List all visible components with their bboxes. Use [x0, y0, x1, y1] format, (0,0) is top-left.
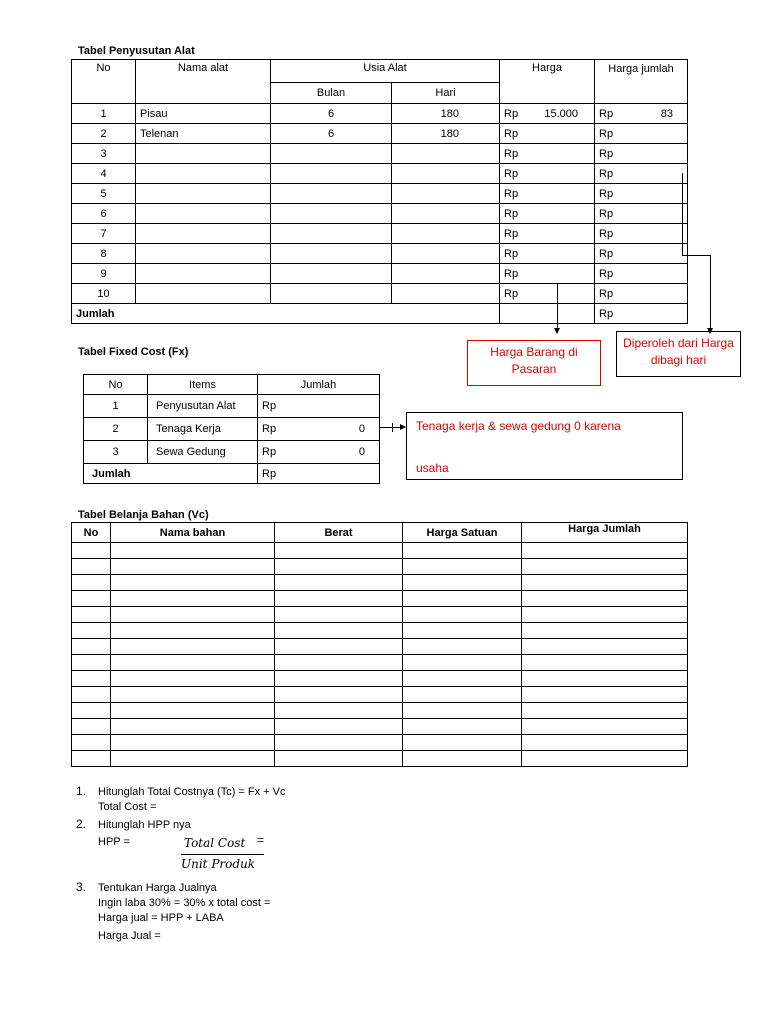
- bahan-cell: [111, 607, 275, 623]
- fixed-total-label: Jumlah: [84, 464, 258, 484]
- rp-label: Rp: [262, 400, 277, 412]
- bahan-cell: [522, 687, 688, 703]
- table-row: [72, 623, 688, 639]
- q1-text: Hitunglah Total Costnya (Tc) = Fx + Vc: [98, 786, 286, 798]
- alat-harga-value: [578, 188, 590, 200]
- alat-total-harga: [500, 304, 595, 324]
- fixed-table-title: Tabel Fixed Cost (Fx): [78, 346, 189, 358]
- alat-header-usia: Usia Alat: [271, 60, 500, 83]
- bahan-cell: [403, 639, 522, 655]
- bahan-cell: [275, 639, 403, 655]
- bahan-cell: [403, 543, 522, 559]
- bahan-cell: [522, 543, 688, 559]
- alat-cell-jumlah: [595, 264, 688, 284]
- table-row: [72, 751, 688, 767]
- bahan-cell: [275, 751, 403, 767]
- fixed-cell-no: 1: [84, 395, 148, 418]
- bahan-cell: [403, 671, 522, 687]
- bahan-cell: [275, 735, 403, 751]
- table-row: [72, 244, 688, 264]
- rp-label: Rp: [599, 247, 614, 260]
- alat-cell-jumlah: [595, 244, 688, 264]
- table-row: [72, 671, 688, 687]
- alat-harga-value: [578, 168, 590, 180]
- arrow-line-jumlah-v1: [682, 173, 683, 256]
- bahan-cell: [111, 639, 275, 655]
- rp-label: Rp: [599, 127, 614, 140]
- alat-cell-harga: [500, 224, 595, 244]
- note-harga-barang-text: Harga Barang di Pasaran: [490, 345, 578, 376]
- alat-cell-hari: [392, 244, 500, 264]
- alat-header-bulan: Bulan: [271, 83, 392, 104]
- fixed-table: [83, 374, 380, 484]
- alat-cell-jumlah: [595, 164, 688, 184]
- bahan-cell: [72, 543, 111, 559]
- table-row: [72, 144, 688, 164]
- bahan-cell: [275, 607, 403, 623]
- bahan-cell: [522, 559, 688, 575]
- alat-cell-bulan: [271, 244, 392, 264]
- bahan-cell: [403, 687, 522, 703]
- fixed-cell-item: Tenaga Kerja: [148, 418, 258, 441]
- alat-cell-harga: [500, 124, 595, 144]
- alat-table-title: Tabel Penyusutan Alat: [78, 45, 195, 57]
- alat-cell-nama: [136, 204, 271, 224]
- fixed-value: [365, 400, 375, 412]
- bahan-cell: [111, 751, 275, 767]
- alat-cell-harga: [500, 164, 595, 184]
- bahan-cell: [522, 575, 688, 591]
- bahan-cell: [111, 671, 275, 687]
- rp-label: Rp: [599, 207, 614, 220]
- bahan-cell: [522, 719, 688, 735]
- alat-cell-nama: [136, 284, 271, 304]
- alat-cell-harga: [500, 244, 595, 264]
- alat-header-no: No: [72, 60, 136, 104]
- alat-cell-hari: [392, 164, 500, 184]
- table-row: [84, 441, 380, 464]
- fixed-value: 0: [358, 446, 365, 458]
- arrow-tick-tenaga: [392, 423, 393, 432]
- rp-label: Rp: [599, 267, 614, 280]
- rp-label: Rp: [262, 446, 277, 458]
- bahan-cell: [72, 559, 111, 575]
- rp-label: Rp: [504, 127, 519, 140]
- bahan-cell: [403, 575, 522, 591]
- alat-cell-no: 4: [72, 164, 136, 184]
- fixed-header-jumlah: Jumlah: [258, 375, 380, 395]
- table-row: [72, 104, 688, 124]
- bahan-table: [71, 522, 688, 767]
- alat-jumlah-value: [673, 288, 683, 300]
- table-row: [72, 735, 688, 751]
- table-row: [72, 184, 688, 204]
- q3-number: 3.: [76, 880, 87, 894]
- alat-cell-harga: [500, 184, 595, 204]
- fixed-cell-jumlah: [258, 441, 380, 464]
- table-row: [72, 719, 688, 735]
- rp-label: Rp: [504, 167, 519, 180]
- alat-harga-value: [578, 288, 590, 300]
- bahan-cell: [522, 735, 688, 751]
- bahan-cell: [275, 591, 403, 607]
- note-diperoleh-text: Diperoleh dari Harga dibagi hari: [623, 336, 734, 367]
- bahan-header-nama: Nama bahan: [111, 523, 275, 543]
- rp-label: Rp: [504, 227, 519, 240]
- bahan-cell: [275, 575, 403, 591]
- alat-cell-nama: [136, 164, 271, 184]
- alat-cell-no: 2: [72, 124, 136, 144]
- note-tenaga-line2: usaha: [416, 461, 449, 475]
- alat-cell-bulan: [271, 164, 392, 184]
- bahan-cell: [522, 623, 688, 639]
- bahan-cell: [522, 639, 688, 655]
- q1-sub: Total Cost =: [98, 801, 157, 813]
- bahan-cell: [275, 719, 403, 735]
- bahan-cell: [403, 751, 522, 767]
- q1-number: 1.: [76, 784, 87, 798]
- table-row: [72, 703, 688, 719]
- rp-label: Rp: [504, 107, 519, 120]
- bahan-cell: [522, 671, 688, 687]
- table-row: [72, 124, 688, 144]
- bahan-cell: [72, 575, 111, 591]
- bahan-cell: [111, 591, 275, 607]
- alat-header-nama: Nama alat: [136, 60, 271, 104]
- alat-harga-value: [578, 208, 590, 220]
- table-row: [72, 543, 688, 559]
- table-row: [72, 639, 688, 655]
- bahan-cell: [72, 671, 111, 687]
- table-row: [72, 559, 688, 575]
- bahan-cell: [522, 655, 688, 671]
- rp-label: Rp: [504, 187, 519, 200]
- q3-line1: Ingin laba 30% = 30% x total cost =: [98, 897, 271, 909]
- bahan-cell: [72, 591, 111, 607]
- bahan-cell: [72, 607, 111, 623]
- rp-label: Rp: [504, 267, 519, 280]
- alat-cell-bulan: 6: [271, 104, 392, 124]
- alat-jumlah-value: [673, 148, 683, 160]
- bahan-cell: [403, 591, 522, 607]
- alat-cell-hari: 180: [392, 124, 500, 144]
- alat-harga-value: [578, 228, 590, 240]
- alat-cell-nama: Pisau: [136, 104, 271, 124]
- table-row: [84, 418, 380, 441]
- fixed-total-rp: Rp: [258, 464, 380, 484]
- table-row: [72, 264, 688, 284]
- bahan-cell: [403, 719, 522, 735]
- alat-cell-harga: [500, 284, 595, 304]
- alat-header-harga: Harga: [500, 60, 595, 104]
- alat-header-harga-jumlah: Harga jumlah: [595, 60, 688, 104]
- q2-sub: HPP =: [98, 836, 130, 848]
- bahan-cell: [111, 623, 275, 639]
- rp-label: Rp: [262, 423, 277, 435]
- q2-number: 2.: [76, 817, 87, 831]
- rp-label: Rp: [599, 227, 614, 240]
- alat-cell-no: 10: [72, 284, 136, 304]
- fixed-cell-item: Penyusutan Alat: [148, 395, 258, 418]
- bahan-cell: [403, 559, 522, 575]
- bahan-cell: [111, 575, 275, 591]
- table-row: [72, 591, 688, 607]
- bahan-header-satuan: Harga Satuan: [403, 523, 522, 543]
- fraction-numerator: Total Cost: [184, 836, 246, 850]
- alat-cell-nama: [136, 264, 271, 284]
- bahan-cell: [72, 719, 111, 735]
- bahan-header-jumlah: Harga Jumlah: [522, 523, 688, 543]
- table-row: [72, 284, 688, 304]
- alat-cell-bulan: [271, 144, 392, 164]
- alat-cell-hari: [392, 184, 500, 204]
- bahan-cell: [72, 703, 111, 719]
- bahan-cell: [72, 623, 111, 639]
- alat-cell-jumlah: [595, 184, 688, 204]
- rp-label: Rp: [504, 247, 519, 260]
- table-row: [72, 607, 688, 623]
- alat-harga-value: [578, 268, 590, 280]
- bahan-cell: [403, 703, 522, 719]
- alat-cell-harga: [500, 144, 595, 164]
- alat-cell-bulan: [271, 224, 392, 244]
- table-row: [84, 395, 380, 418]
- alat-cell-no: 5: [72, 184, 136, 204]
- alat-cell-bulan: [271, 284, 392, 304]
- alat-cell-no: 3: [72, 144, 136, 164]
- arrow-line-tenaga: [379, 427, 401, 428]
- note-harga-barang: [467, 340, 601, 386]
- bahan-cell: [72, 735, 111, 751]
- alat-cell-nama: [136, 144, 271, 164]
- table-row: [72, 164, 688, 184]
- alat-cell-no: 1: [72, 104, 136, 124]
- alat-cell-jumlah: [595, 124, 688, 144]
- alat-cell-harga: [500, 264, 595, 284]
- bahan-cell: [403, 735, 522, 751]
- bahan-cell: [72, 687, 111, 703]
- alat-cell-no: 9: [72, 264, 136, 284]
- fixed-cell-no: 2: [84, 418, 148, 441]
- alat-cell-hari: 180: [392, 104, 500, 124]
- arrow-line-jumlah-h: [682, 255, 711, 256]
- alat-jumlah-value: [673, 128, 683, 140]
- rp-label: Rp: [599, 187, 614, 200]
- note-diperoleh: [616, 331, 741, 377]
- table-row: [72, 575, 688, 591]
- bahan-cell: [522, 703, 688, 719]
- alat-cell-jumlah: [595, 224, 688, 244]
- bahan-cell: [111, 719, 275, 735]
- alat-harga-value: 15.000: [544, 107, 579, 120]
- fraction-bar: [181, 854, 264, 855]
- fraction-denominator: Unit Produk: [181, 857, 256, 871]
- bahan-cell: [522, 591, 688, 607]
- alat-cell-bulan: [271, 184, 392, 204]
- table-row: [72, 687, 688, 703]
- bahan-cell: [111, 687, 275, 703]
- alat-cell-hari: [392, 204, 500, 224]
- note-tenaga-line1: Tenaga kerja & sewa gedung 0 karena: [416, 419, 621, 433]
- fixed-header-items: Items: [148, 375, 258, 395]
- bahan-cell: [72, 655, 111, 671]
- q2-text: Hitunglah HPP nya: [98, 819, 191, 831]
- alat-cell-no: 8: [72, 244, 136, 264]
- alat-harga-value: [578, 148, 590, 160]
- alat-cell-nama: [136, 244, 271, 264]
- alat-cell-jumlah: [595, 284, 688, 304]
- rp-label: Rp: [599, 147, 614, 160]
- alat-cell-hari: [392, 264, 500, 284]
- rp-label: Rp: [504, 207, 519, 220]
- bahan-cell: [111, 559, 275, 575]
- fixed-value: 0: [358, 423, 365, 435]
- fixed-cell-jumlah: [258, 395, 380, 418]
- bahan-cell: [522, 751, 688, 767]
- alat-cell-no: 7: [72, 224, 136, 244]
- alat-cell-jumlah: [595, 104, 688, 124]
- alat-cell-bulan: 6: [271, 124, 392, 144]
- alat-cell-hari: [392, 224, 500, 244]
- alat-cell-jumlah: [595, 204, 688, 224]
- fixed-cell-item: Sewa Gedung: [148, 441, 258, 464]
- note-tenaga: [406, 412, 683, 480]
- alat-cell-nama: [136, 224, 271, 244]
- bahan-cell: [72, 751, 111, 767]
- bahan-cell: [111, 543, 275, 559]
- table-row: [72, 224, 688, 244]
- alat-header-hari: Hari: [392, 83, 500, 104]
- bahan-cell: [275, 703, 403, 719]
- rp-label: Rp: [504, 287, 519, 300]
- bahan-cell: [275, 687, 403, 703]
- arrow-head-harga: [554, 328, 560, 334]
- alat-cell-harga: [500, 104, 595, 124]
- alat-cell-jumlah: [595, 144, 688, 164]
- fraction-equals: =: [257, 833, 265, 847]
- bahan-cell: [403, 607, 522, 623]
- alat-cell-no: 6: [72, 204, 136, 224]
- alat-cell-bulan: [271, 264, 392, 284]
- bahan-cell: [275, 543, 403, 559]
- fixed-header-no: No: [84, 375, 148, 395]
- bahan-cell: [275, 671, 403, 687]
- bahan-table-title: Tabel Belanja Bahan (Vc): [78, 509, 209, 521]
- bahan-cell: [275, 559, 403, 575]
- bahan-cell: [522, 607, 688, 623]
- q3-text: Tentukan Harga Jualnya: [98, 882, 217, 894]
- alat-total-rp: Rp: [595, 304, 688, 324]
- alat-cell-hari: [392, 284, 500, 304]
- bahan-cell: [403, 655, 522, 671]
- arrow-line-harga: [557, 283, 558, 329]
- rp-label: Rp: [504, 147, 519, 160]
- q3-line3: Harga Jual =: [98, 930, 161, 942]
- alat-harga-value: [578, 128, 590, 140]
- arrow-line-jumlah-v2: [710, 255, 711, 329]
- alat-jumlah-value: 83: [660, 107, 674, 120]
- alat-table: [71, 59, 688, 324]
- table-row: [72, 204, 688, 224]
- table-row: [72, 655, 688, 671]
- alat-total-label: Jumlah: [72, 304, 500, 324]
- alat-cell-nama: [136, 184, 271, 204]
- fixed-cell-no: 3: [84, 441, 148, 464]
- alat-cell-bulan: [271, 204, 392, 224]
- bahan-cell: [111, 703, 275, 719]
- alat-cell-harga: [500, 204, 595, 224]
- alat-cell-nama: Telenan: [136, 124, 271, 144]
- fixed-cell-jumlah: [258, 418, 380, 441]
- bahan-cell: [275, 623, 403, 639]
- bahan-cell: [72, 639, 111, 655]
- alat-harga-value: [578, 248, 590, 260]
- bahan-header-no: No: [72, 523, 111, 543]
- bahan-cell: [403, 623, 522, 639]
- alat-jumlah-value: [673, 268, 683, 280]
- bahan-cell: [275, 655, 403, 671]
- q3-line2: Harga jual = HPP + LABA: [98, 912, 224, 924]
- bahan-cell: [111, 735, 275, 751]
- alat-cell-hari: [392, 144, 500, 164]
- bahan-cell: [111, 655, 275, 671]
- rp-label: Rp: [599, 107, 614, 120]
- bahan-header-berat: Berat: [275, 523, 403, 543]
- rp-label: Rp: [599, 167, 614, 180]
- rp-label: Rp: [599, 287, 614, 300]
